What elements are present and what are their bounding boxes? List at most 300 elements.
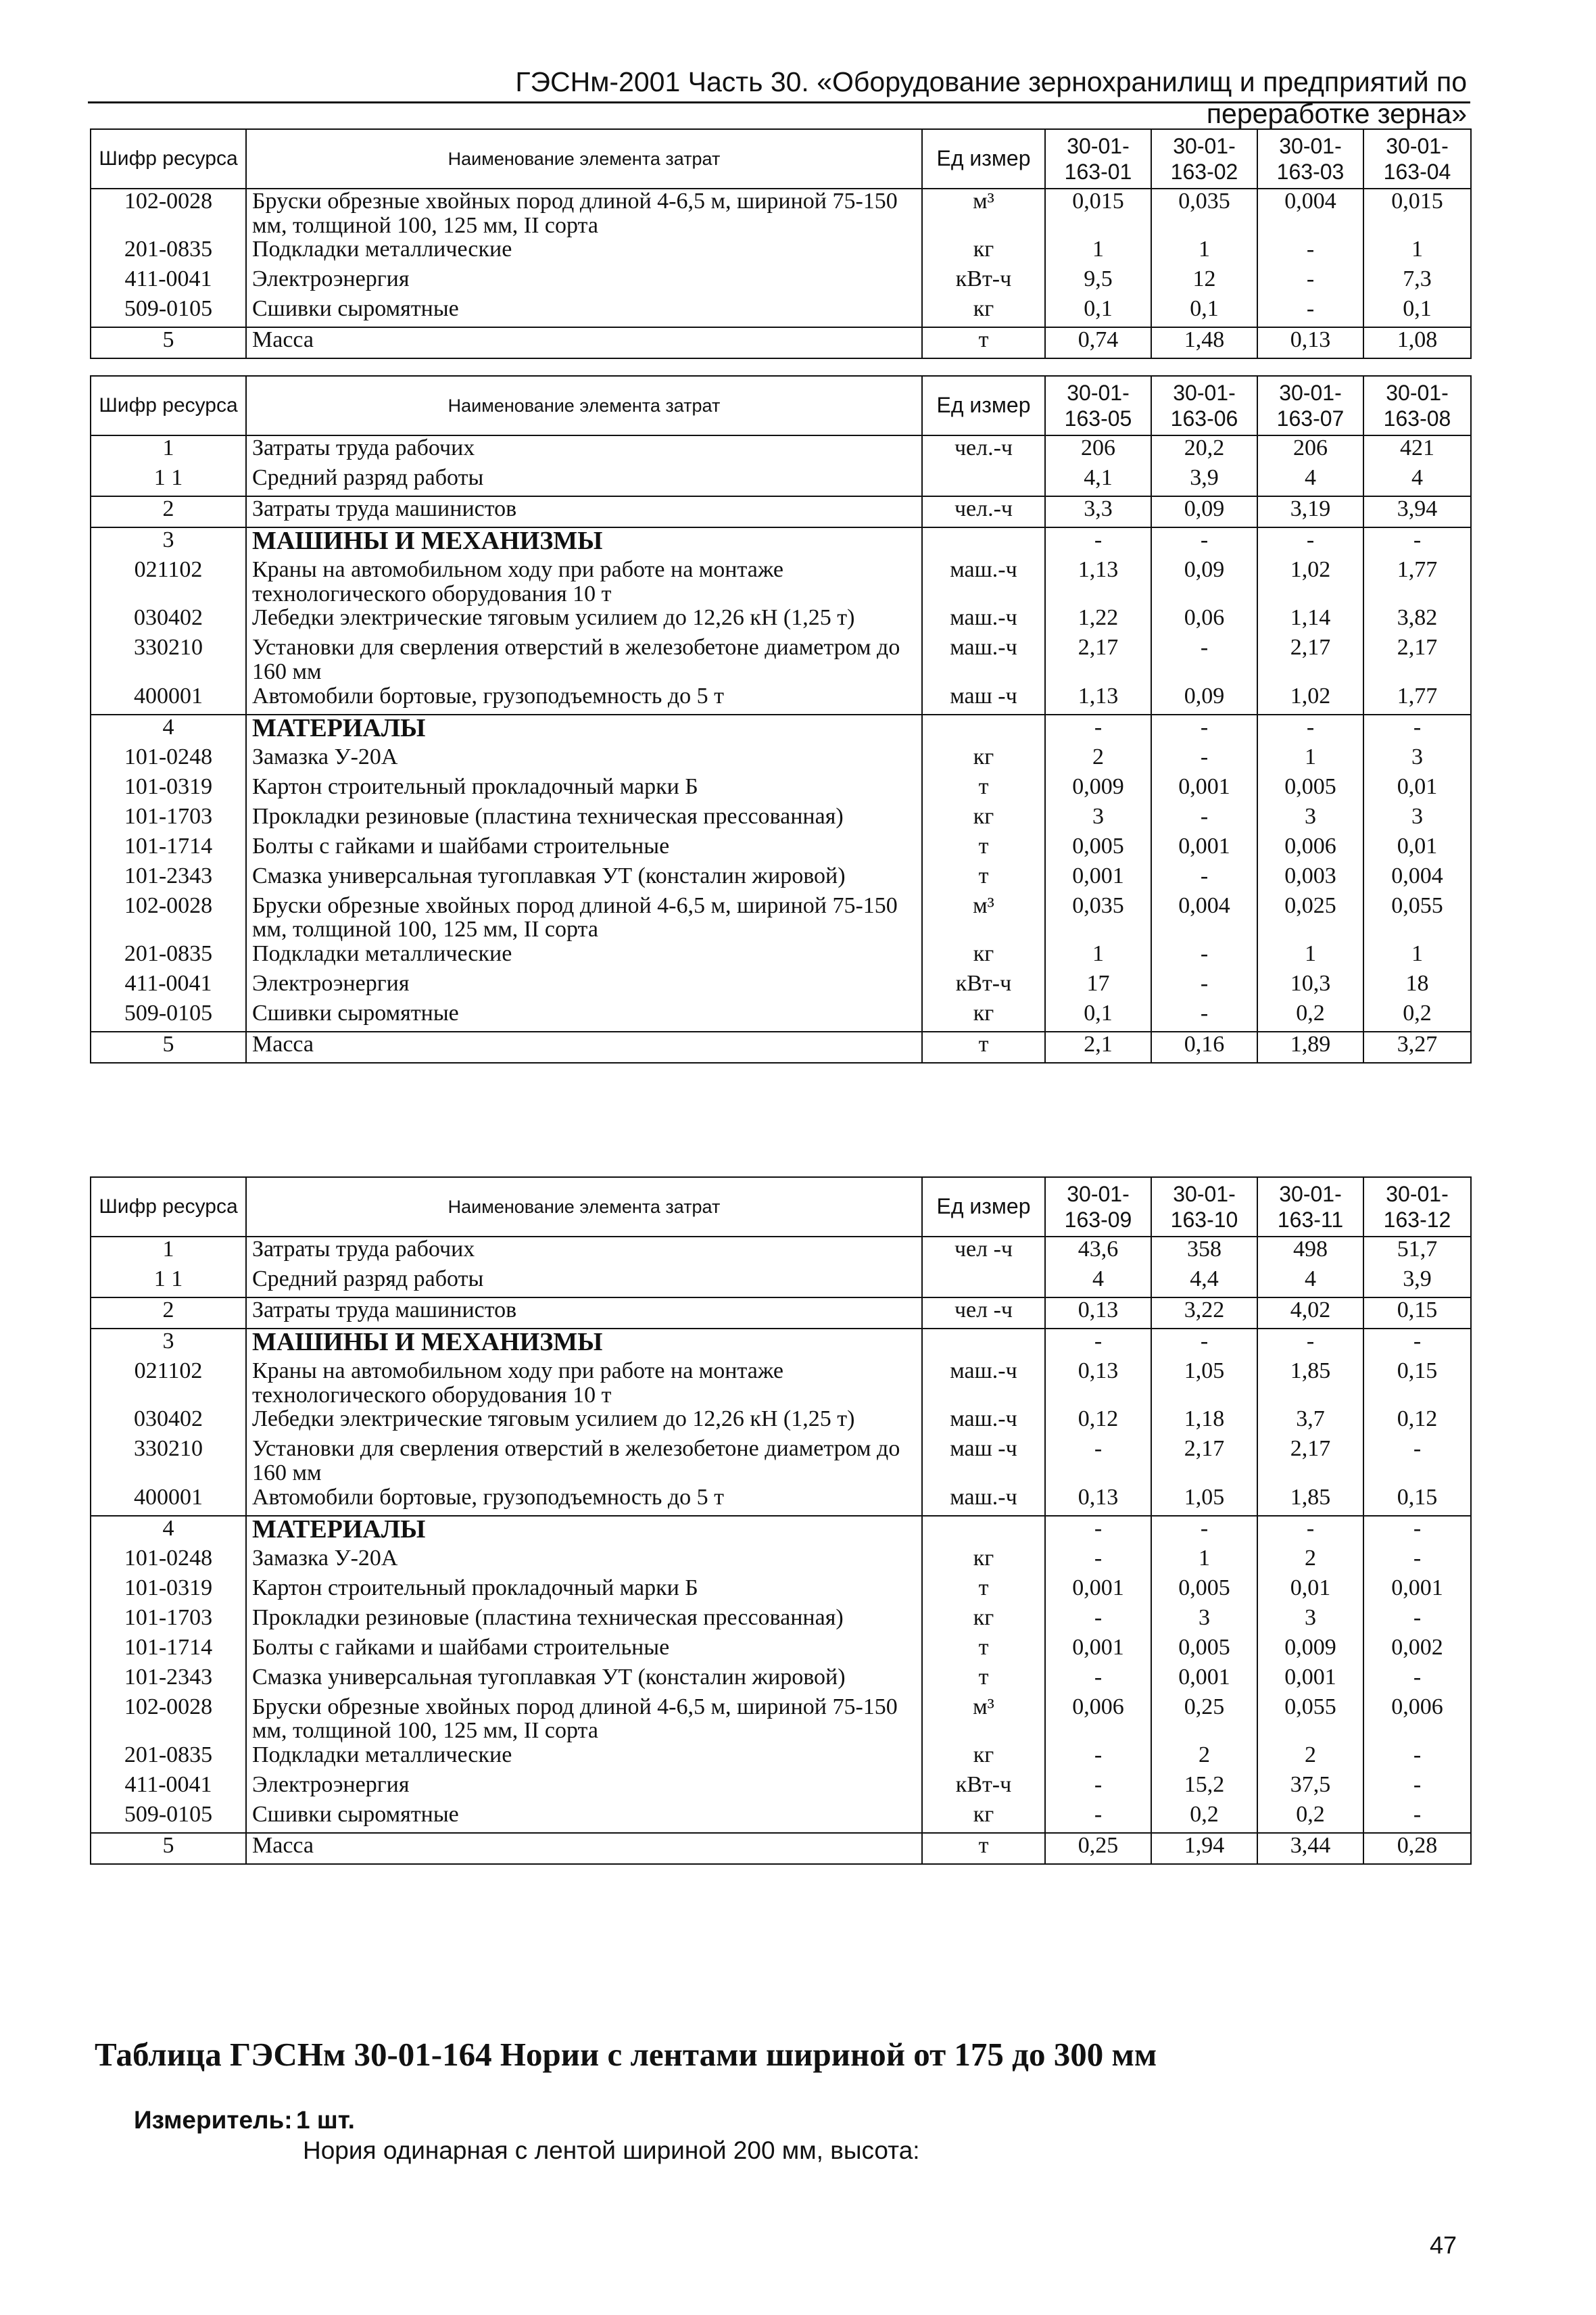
resource-name: Электроэнергия: [246, 1773, 922, 1803]
table-row: [91, 1032, 1471, 1063]
resource-name: Автомобили бортовые, грузоподъемность до 5 т: [246, 684, 922, 715]
norm-value: 0,004: [1363, 864, 1471, 894]
column-header-norm-code: 30-01-163-03: [1257, 129, 1363, 189]
norm-value: 3: [1363, 805, 1471, 834]
norm-value: -: [1363, 1773, 1471, 1803]
resource-name: Установки для сверления отверстий в железобетоне диаметром до 160 мм: [246, 1437, 922, 1485]
column-header-norm-code: 30-01-163-02: [1151, 129, 1257, 189]
norm-value: -: [1151, 1516, 1257, 1546]
norm-caption: Нория одинарная с лентой шириной 200 мм, высота:: [303, 2137, 920, 2164]
norm-value: -: [1151, 745, 1257, 775]
norm-value: 0,01: [1363, 775, 1471, 805]
norm-value: 0,13: [1257, 327, 1363, 358]
norm-value: -: [1363, 1665, 1471, 1695]
table-row: [91, 894, 1471, 942]
norm-value: 1,08: [1363, 327, 1471, 358]
unit-of-measure: кВт-ч: [922, 1773, 1045, 1803]
norm-value: 0,13: [1045, 1485, 1151, 1516]
norm-value: 20,2: [1151, 435, 1257, 466]
resource-code: 5: [91, 1032, 246, 1063]
table-row: [91, 1636, 1471, 1665]
resource-code: 5: [91, 1833, 246, 1864]
resource-name: Масса: [246, 327, 922, 358]
resource-name: Электроэнергия: [246, 267, 922, 297]
column-header-name: Наименование элемента затрат: [246, 376, 922, 435]
norm-value: 0,12: [1363, 1407, 1471, 1437]
unit-of-measure: т: [922, 1665, 1045, 1695]
norm-value: 0,13: [1045, 1297, 1151, 1329]
norm-value: 0,16: [1151, 1032, 1257, 1063]
table-row: [91, 1516, 1471, 1546]
table-row: [91, 1773, 1471, 1803]
table-row: [91, 297, 1471, 327]
norm-value: -: [1257, 297, 1363, 327]
norm-value: 3: [1363, 745, 1471, 775]
resource-code: 101-0319: [91, 775, 246, 805]
norm-value: 1,14: [1257, 606, 1363, 636]
resource-code: 201-0835: [91, 237, 246, 267]
unit-of-measure: маш.-ч: [922, 1485, 1045, 1516]
norm-value: 1,77: [1363, 558, 1471, 606]
resource-name: Бруски обрезные хвойных пород длиной 4-6,5 м, шириной 75-150 мм, толщиной 100, 125 мм, II сорта: [246, 894, 922, 942]
norm-value: 2: [1045, 745, 1151, 775]
table-row: [91, 1743, 1471, 1773]
norm-value: 2,17: [1257, 636, 1363, 684]
norm-value: 0,006: [1257, 834, 1363, 864]
table-row: [91, 1576, 1471, 1606]
norm-value: 43,6: [1045, 1237, 1151, 1267]
norm-value: 17: [1045, 972, 1151, 1001]
resource-name: Сшивки сыромятные: [246, 1001, 922, 1032]
resource-name: Затраты труда машинистов: [246, 1297, 922, 1329]
column-header-unit: Ед измер: [922, 1177, 1045, 1237]
resource-code: 101-0248: [91, 745, 246, 775]
unit-of-measure: чел -ч: [922, 1237, 1045, 1267]
resource-code: 1 1: [91, 1267, 246, 1297]
unit-of-measure: т: [922, 327, 1045, 358]
unit-of-measure: т: [922, 775, 1045, 805]
resource-name: Краны на автомобильном ходу при работе на монтаже технологического оборудования 10 т: [246, 558, 922, 606]
norm-value: -: [1045, 1665, 1151, 1695]
table-row: [91, 435, 1471, 466]
table-row: [91, 1803, 1471, 1833]
resource-code: 2: [91, 1297, 246, 1329]
resource-table-2: [90, 375, 1472, 1064]
norm-value: 0,2: [1151, 1803, 1257, 1833]
resource-code: 5: [91, 327, 246, 358]
table-row: [91, 1695, 1471, 1743]
norm-value: -: [1151, 715, 1257, 745]
resource-code: 101-0319: [91, 1576, 246, 1606]
table-row: [91, 267, 1471, 297]
norm-value: 3,19: [1257, 496, 1363, 527]
unit-of-measure: т: [922, 1636, 1045, 1665]
norm-value: 0,001: [1045, 864, 1151, 894]
unit-of-measure: т: [922, 864, 1045, 894]
norm-value: 1: [1257, 745, 1363, 775]
norm-value: 3,9: [1151, 466, 1257, 496]
resource-code: 101-1703: [91, 1606, 246, 1636]
norm-value: 1,94: [1151, 1833, 1257, 1864]
column-header-name: Наименование элемента затрат: [246, 129, 922, 189]
unit-of-measure: т: [922, 1576, 1045, 1606]
unit-of-measure: кг: [922, 1743, 1045, 1773]
resource-name: Прокладки резиновые (пластина техническая прессованная): [246, 805, 922, 834]
table-row: [91, 1329, 1471, 1359]
norm-value: 0,003: [1257, 864, 1363, 894]
table-row: [91, 606, 1471, 636]
norm-value: 1,89: [1257, 1032, 1363, 1063]
norm-value: 1,77: [1363, 684, 1471, 715]
norm-value: -: [1257, 715, 1363, 745]
unit-of-measure: кг: [922, 1606, 1045, 1636]
norm-value: 1,05: [1151, 1359, 1257, 1407]
unit-of-measure: маш -ч: [922, 1437, 1045, 1485]
norm-value: -: [1363, 1437, 1471, 1485]
resource-code: 101-2343: [91, 864, 246, 894]
norm-value: 0,09: [1151, 558, 1257, 606]
norm-value: -: [1045, 1773, 1151, 1803]
resource-name: Автомобили бортовые, грузоподъемность до 5 т: [246, 1485, 922, 1516]
norm-value: 0,12: [1045, 1407, 1151, 1437]
norm-value: 0,035: [1045, 894, 1151, 942]
norm-value: 0,1: [1045, 297, 1151, 327]
resource-name: Сшивки сыромятные: [246, 297, 922, 327]
norm-value: 0,2: [1257, 1803, 1363, 1833]
table-row: [91, 1665, 1471, 1695]
table-row: [91, 496, 1471, 527]
resource-code: 4: [91, 715, 246, 745]
norm-value: -: [1257, 1329, 1363, 1359]
resource-code: 411-0041: [91, 972, 246, 1001]
unit-of-measure: [922, 527, 1045, 558]
norm-value: 0,15: [1363, 1485, 1471, 1516]
column-header-norm-code: 30-01-163-12: [1363, 1177, 1471, 1237]
norm-value: 4,02: [1257, 1297, 1363, 1329]
table-row: [91, 1546, 1471, 1576]
resource-code: 101-0248: [91, 1546, 246, 1576]
measure-label: Измеритель:: [134, 2106, 293, 2134]
norm-value: 0,2: [1257, 1001, 1363, 1032]
norm-value: 3: [1257, 805, 1363, 834]
norm-value: 2,17: [1151, 1437, 1257, 1485]
norm-value: 3: [1045, 805, 1151, 834]
table-row: [91, 942, 1471, 972]
norm-value: -: [1045, 1743, 1151, 1773]
norm-value: -: [1151, 1329, 1257, 1359]
resource-code: 101-2343: [91, 1665, 246, 1695]
norm-value: 0,74: [1045, 327, 1151, 358]
unit-of-measure: м³: [922, 189, 1045, 237]
resource-code: 101-1714: [91, 834, 246, 864]
resource-name: МАШИНЫ И МЕХАНИЗМЫ: [246, 1329, 922, 1359]
unit-of-measure: кг: [922, 805, 1045, 834]
norm-value: 1,13: [1045, 558, 1151, 606]
norm-value: 358: [1151, 1237, 1257, 1267]
resource-code: 509-0105: [91, 1803, 246, 1833]
column-header-code: Шифр ресурса: [91, 376, 246, 435]
resource-name: Средний разряд работы: [246, 1267, 922, 1297]
unit-of-measure: чел -ч: [922, 1297, 1045, 1329]
resource-table-1: [90, 128, 1472, 359]
resource-table-3: [90, 1176, 1472, 1865]
column-header-norm-code: 30-01-163-05: [1045, 376, 1151, 435]
resource-code: 1: [91, 1237, 246, 1267]
norm-value: 18: [1363, 972, 1471, 1001]
table-row: [91, 1267, 1471, 1297]
norm-value: 0,006: [1045, 1695, 1151, 1743]
norm-value: -: [1045, 1546, 1151, 1576]
norm-value: 1,02: [1257, 684, 1363, 715]
norm-value: 4: [1257, 1267, 1363, 1297]
norm-value: -: [1363, 1803, 1471, 1833]
resource-name: Установки для сверления отверстий в железобетоне диаметром до 160 мм: [246, 636, 922, 684]
norm-value: 0,001: [1151, 775, 1257, 805]
unit-of-measure: кг: [922, 1803, 1045, 1833]
resource-name: Электроэнергия: [246, 972, 922, 1001]
norm-value: 1,18: [1151, 1407, 1257, 1437]
norm-value: 3,7: [1257, 1407, 1363, 1437]
unit-of-measure: кг: [922, 1001, 1045, 1032]
norm-value: -: [1257, 267, 1363, 297]
resource-name: Картон строительный прокладочный марки Б: [246, 1576, 922, 1606]
norm-value: -: [1151, 942, 1257, 972]
resource-name: Подкладки металлические: [246, 237, 922, 267]
resource-name: Лебедки электрические тяговым усилием до 12,26 кН (1,25 т): [246, 606, 922, 636]
norm-value: 4: [1257, 466, 1363, 496]
norm-value: 2: [1257, 1743, 1363, 1773]
resource-name: Прокладки резиновые (пластина техническая прессованная): [246, 1606, 922, 1636]
table-row: [91, 558, 1471, 606]
norm-value: 0,025: [1257, 894, 1363, 942]
norm-value: 3,82: [1363, 606, 1471, 636]
norm-value: 1: [1257, 942, 1363, 972]
norm-value: -: [1045, 1803, 1151, 1833]
column-header-norm-code: 30-01-163-08: [1363, 376, 1471, 435]
resource-code: 021102: [91, 558, 246, 606]
table-row: [91, 834, 1471, 864]
norm-value: -: [1363, 1329, 1471, 1359]
norm-value: 0,15: [1363, 1297, 1471, 1329]
unit-of-measure: кг: [922, 237, 1045, 267]
unit-of-measure: кг: [922, 1546, 1045, 1576]
norm-value: 3: [1257, 1606, 1363, 1636]
norm-value: 9,5: [1045, 267, 1151, 297]
column-header-norm-code: 30-01-163-11: [1257, 1177, 1363, 1237]
unit-of-measure: т: [922, 834, 1045, 864]
unit-of-measure: кг: [922, 942, 1045, 972]
norm-value: 498: [1257, 1237, 1363, 1267]
column-header-unit: Ед измер: [922, 129, 1045, 189]
norm-value: 0,001: [1151, 834, 1257, 864]
unit-of-measure: [922, 1267, 1045, 1297]
resource-code: 102-0028: [91, 189, 246, 237]
norm-value: 0,2: [1363, 1001, 1471, 1032]
norm-value: 0,1: [1151, 297, 1257, 327]
norm-value: 4: [1045, 1267, 1151, 1297]
table-row: [91, 327, 1471, 358]
norm-value: -: [1363, 1743, 1471, 1773]
table-row: [91, 1485, 1471, 1516]
unit-of-measure: маш.-ч: [922, 558, 1045, 606]
norm-value: -: [1363, 1516, 1471, 1546]
norm-value: 51,7: [1363, 1237, 1471, 1267]
resource-name: МАТЕРИАЛЫ: [246, 1516, 922, 1546]
column-header-code: Шифр ресурса: [91, 129, 246, 189]
resource-code: 030402: [91, 606, 246, 636]
unit-of-measure: кг: [922, 745, 1045, 775]
resource-code: 509-0105: [91, 297, 246, 327]
table-row: [91, 972, 1471, 1001]
norm-value: 1: [1045, 237, 1151, 267]
norm-value: 1,13: [1045, 684, 1151, 715]
resource-name: Сшивки сыромятные: [246, 1803, 922, 1833]
resource-name: Средний разряд работы: [246, 466, 922, 496]
norm-value: 0,002: [1363, 1636, 1471, 1665]
resource-code: 3: [91, 527, 246, 558]
table-row: [91, 237, 1471, 267]
norm-value: 3,22: [1151, 1297, 1257, 1329]
norm-value: 1,48: [1151, 327, 1257, 358]
norm-value: 0,001: [1151, 1665, 1257, 1695]
unit-of-measure: т: [922, 1032, 1045, 1063]
resource-name: МАШИНЫ И МЕХАНИЗМЫ: [246, 527, 922, 558]
norm-value: 2,17: [1045, 636, 1151, 684]
column-header-norm-code: 30-01-163-07: [1257, 376, 1363, 435]
norm-value: -: [1257, 237, 1363, 267]
table-title: Таблица ГЭСНм 30-01-164 Нории с лентами шириной от 175 до 300 мм: [95, 2036, 1157, 2073]
header-row: [91, 1177, 1471, 1237]
norm-value: -: [1151, 527, 1257, 558]
norm-value: 1: [1363, 942, 1471, 972]
norm-value: -: [1151, 805, 1257, 834]
table-row: [91, 1437, 1471, 1485]
resource-name: Затраты труда рабочих: [246, 435, 922, 466]
norm-value: 0,015: [1045, 189, 1151, 237]
unit-of-measure: [922, 715, 1045, 745]
norm-value: 0,001: [1363, 1576, 1471, 1606]
norm-value: 0,13: [1045, 1359, 1151, 1407]
header-row: [91, 129, 1471, 189]
norm-value: -: [1151, 972, 1257, 1001]
norm-value: 0,06: [1151, 606, 1257, 636]
resource-code: 411-0041: [91, 1773, 246, 1803]
table-row: [91, 1606, 1471, 1636]
resource-code: 330210: [91, 1437, 246, 1485]
column-header-norm-code: 30-01-163-09: [1045, 1177, 1151, 1237]
norm-value: -: [1045, 1329, 1151, 1359]
norm-value: 15,2: [1151, 1773, 1257, 1803]
norm-value: 0,004: [1151, 894, 1257, 942]
norm-value: -: [1363, 1606, 1471, 1636]
norm-value: 0,055: [1363, 894, 1471, 942]
resource-code: 201-0835: [91, 1743, 246, 1773]
norm-value: 1,02: [1257, 558, 1363, 606]
unit-of-measure: [922, 1329, 1045, 1359]
norm-value: 0,005: [1045, 834, 1151, 864]
column-header-name: Наименование элемента затрат: [246, 1177, 922, 1237]
table-row: [91, 1833, 1471, 1864]
norm-value: 0,004: [1257, 189, 1363, 237]
norm-value: 2,1: [1045, 1032, 1151, 1063]
resource-code: 101-1703: [91, 805, 246, 834]
header-rule: [88, 101, 1470, 103]
norm-value: 3,3: [1045, 496, 1151, 527]
norm-value: 37,5: [1257, 1773, 1363, 1803]
norm-value: -: [1045, 715, 1151, 745]
table-row: [91, 1407, 1471, 1437]
norm-value: -: [1045, 527, 1151, 558]
norm-value: 2,17: [1257, 1437, 1363, 1485]
unit-of-measure: т: [922, 1833, 1045, 1864]
table-row: [91, 715, 1471, 745]
norm-value: -: [1257, 527, 1363, 558]
norm-value: 206: [1045, 435, 1151, 466]
unit-of-measure: [922, 466, 1045, 496]
table-row: [91, 775, 1471, 805]
column-header-unit: Ед измер: [922, 376, 1045, 435]
resource-name: МАТЕРИАЛЫ: [246, 715, 922, 745]
norm-value: 4,4: [1151, 1267, 1257, 1297]
norm-value: 0,006: [1363, 1695, 1471, 1743]
norm-value: 0,09: [1151, 684, 1257, 715]
norm-value: -: [1151, 636, 1257, 684]
table-row: [91, 527, 1471, 558]
unit-of-measure: м³: [922, 894, 1045, 942]
table-row: [91, 864, 1471, 894]
table-row: [91, 684, 1471, 715]
norm-value: 3,9: [1363, 1267, 1471, 1297]
unit-of-measure: кг: [922, 297, 1045, 327]
unit-of-measure: чел.-ч: [922, 496, 1045, 527]
norm-value: -: [1045, 1516, 1151, 1546]
table-row: [91, 189, 1471, 237]
norm-value: 2: [1257, 1546, 1363, 1576]
norm-value: 0,28: [1363, 1833, 1471, 1864]
column-header-norm-code: 30-01-163-04: [1363, 129, 1471, 189]
norm-value: 0,035: [1151, 189, 1257, 237]
norm-value: -: [1363, 715, 1471, 745]
resource-name: Лебедки электрические тяговым усилием до 12,26 кН (1,25 т): [246, 1407, 922, 1437]
norm-value: 1: [1363, 237, 1471, 267]
norm-value: 3: [1151, 1606, 1257, 1636]
column-header-code: Шифр ресурса: [91, 1177, 246, 1237]
norm-value: 0,005: [1151, 1576, 1257, 1606]
norm-value: 4: [1363, 466, 1471, 496]
table-row: [91, 1297, 1471, 1329]
unit-of-measure: маш.-ч: [922, 606, 1045, 636]
resource-code: 400001: [91, 684, 246, 715]
norm-value: 0,1: [1045, 1001, 1151, 1032]
norm-value: -: [1151, 1001, 1257, 1032]
unit-of-measure: кВт-ч: [922, 267, 1045, 297]
table-row: [91, 805, 1471, 834]
resource-name: Смазка универсальная тугоплавкая УТ (консталин жировой): [246, 864, 922, 894]
column-header-norm-code: 30-01-163-01: [1045, 129, 1151, 189]
resource-code: 2: [91, 496, 246, 527]
resource-name: Подкладки металлические: [246, 942, 922, 972]
norm-value: 0,1: [1363, 297, 1471, 327]
resource-code: 1 1: [91, 466, 246, 496]
resource-code: 3: [91, 1329, 246, 1359]
norm-value: -: [1045, 1606, 1151, 1636]
resource-code: 101-1714: [91, 1636, 246, 1665]
norm-value: 4,1: [1045, 466, 1151, 496]
norm-value: 2,17: [1363, 636, 1471, 684]
resource-code: 1: [91, 435, 246, 466]
norm-value: 0,25: [1151, 1695, 1257, 1743]
table-row: [91, 1001, 1471, 1032]
